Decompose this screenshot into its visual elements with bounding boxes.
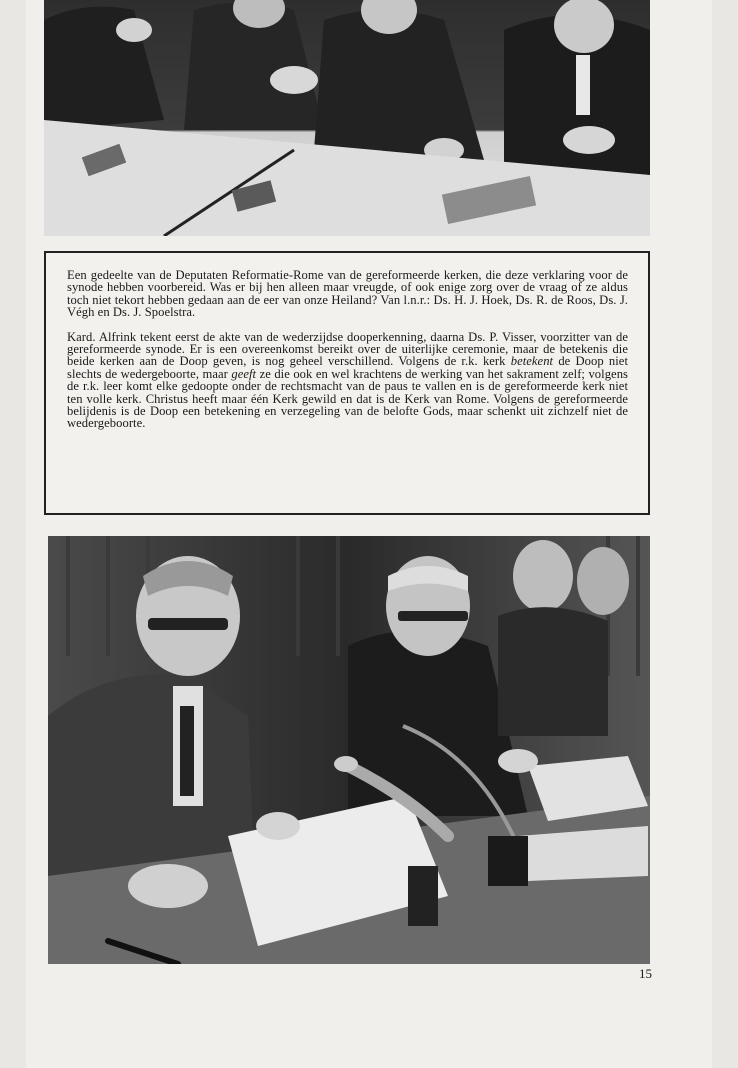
caption-paragraph-deputies: Een gedeelte van de Deputaten Reformatie-Rome van de gereformeerde kerken, die deze verklaring voor de synode hebben voorbereid. Was er bij hen alleen maar vreugde, of ook enige zorg over de vraag of ze aldus toch niet tekort hebben gedaan aan de eer van onze Heiland? Van l.n.r.: Ds. H. J. Hoek, Ds. R. de Roos, Ds. J. Végh en Ds. J. Spoelstra.	[67, 268, 628, 320]
caption-text-segment: Kard. Alfrink tekent eerst de akte van de wederzijdse dooperkenning, daarna Ds. P. Visser, voorzitter van de gereformeerde synode. Er is een overeenkomst bereikt over de uiterlijke ceremonie, maar de betekenis die beide kerken aan de Doop geven, is nog geheel verschillend. Volgens de r.k. kerk	[67, 329, 628, 369]
photo-deputies-icon	[44, 0, 650, 236]
caption-paragraph-baptism	[67, 331, 628, 430]
page-number: 15	[639, 966, 652, 981]
document-page	[26, 0, 712, 1068]
photo-signing-icon	[48, 536, 650, 964]
photo-signing-drawing	[48, 536, 650, 964]
caption-emphasis: geeft	[231, 366, 257, 381]
caption-text-segment: ze die ook en wel krachtens de werking van het sakrament zelf; volgens de r.k. leer komt elke gedoopte onder de rechtsmacht van de paus te vallen en is de gereformeerde kerk niet ten volle kerk. Christus heeft maar één Kerk gewild en dat is de Kerk van Rome. Volgens de gereformeerde belijdenis is de Doop een betekening en verzegeling van de belofte Gods, maar schenkt uit zichzelf niet de wedergeboorte.	[67, 366, 628, 431]
caption-emphasis: betekent	[510, 354, 554, 369]
photo-deputies-drawing	[44, 0, 650, 236]
caption-text-segment: de Doop niet slechts de wedergeboorte, maar	[67, 354, 628, 381]
caption-box	[44, 251, 650, 515]
